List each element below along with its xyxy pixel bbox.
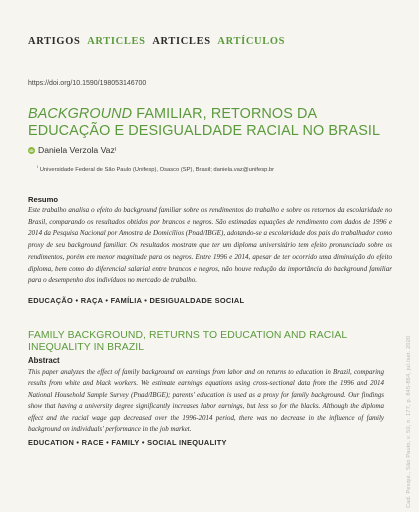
keywords-en: EDUCATION • RACE • FAMILY • SOCIAL INEQUALITY <box>28 438 227 447</box>
orcid-icon[interactable]: iD <box>29 147 34 153</box>
resumo-body: Este trabalho analisa o efeito do background familiar sobre os rendimentos do trabalho e sobre os retornos da escolaridade no Brasil, comparando os resultados obtidos por brancos e negros. São estimadas equações de rendimento com dados de 1996 e 2014 da Pesquisa Nacional por Amostra de Domicílios (Pnad/IBGE), adotando-se a escolaridade dos pais do trabalhador como proxy de seu background familiar. Os resultados mostram que ter um diploma universitário tem efeito pronunciado sobre os rendimentos, porém em menor magnitude para os negros. Entre 1996 e 2014, apesar de ter ocorrido uma diminuição do efeito diploma, bem como do diferencial salarial entre brancos e negros, não houve redução da importância do background familiar para o desempenho dos indivíduos no mercado de trabalho. <box>28 206 392 285</box>
abstract-body: This paper analyzes the effect of family background on earnings from labor and on returns to education in Brazil, comparing results from white and black workers. We estimate earnings equations using cross-sectional data from the 1996 and 2014 National Household Sample Survey (Pnad/IBGE); parents' education is used as a proxy for family background. Our findings show that having a university degree significantly increases labor earnings, but less so for the blacks. Although the diploma effect and the racial wage gap decreased over the 1996-2014 period, there was no decrease in the influence of family background on individuals' performance in the job market. <box>28 368 384 434</box>
keywords-pt: EDUCAÇÃO • RAÇA • FAMÍLIA • DESIGUALDADE SOCIAL <box>28 296 245 305</box>
header-word-1: ARTIGOS <box>28 36 81 47</box>
affiliation-text: Universidade Federal de São Paulo (Unifesp), Osasco (SP), Brasil; daniela.vaz@unifesp.br <box>39 166 275 173</box>
title-italic-part: BACKGROUND <box>28 106 133 122</box>
article-title-pt <box>28 106 393 140</box>
doi-link[interactable]: https://doi.org/10.1590/198053146700 <box>28 80 147 87</box>
header-word-3: ARTICLES <box>152 36 211 47</box>
section-header <box>28 36 289 47</box>
affiliation-marker: I <box>37 164 39 169</box>
author-superscript: I <box>114 147 117 153</box>
article-title-en: FAMILY BACKGROUND, RETURNS TO EDUCATION AND RACIAL INEQUALITY IN BRAZIL <box>28 330 347 353</box>
header-word-4: ARTÍCULOS <box>217 36 286 47</box>
author-line <box>28 145 116 155</box>
header-word-2: ARTICLES <box>87 36 146 47</box>
abstract-heading: Abstract <box>28 356 60 365</box>
title-rest: FAMILIAR, RETORNOS DA EDUCAÇÃO E DESIGUALDADE RACIAL NO BRASIL <box>28 106 381 139</box>
resumo-heading: Resumo <box>28 195 58 204</box>
affiliation <box>37 164 274 173</box>
side-citation: Cad. Pesqui., São Paulo, v. 50, n. 177, p. 845-864, jul./set. 2020 <box>406 335 412 508</box>
author-name: Daniela Verzola Vaz <box>38 145 115 155</box>
